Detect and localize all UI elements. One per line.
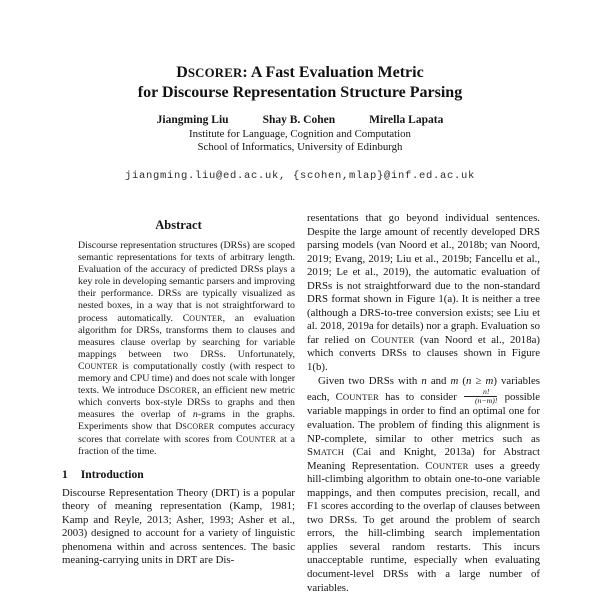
body-paragraph-1: resentations that go beyond individual sentences. Despite the large amount of recently developed DRS parsing models (van Noord et al., 2018b; van Noord, 2019; Evang, 2019; Liu et al., 2019b; Fancellu et al., 2019; Le et al., 2019), the automatic evaluation of DRSs is not straightforward due to the non-standard DRS format shown in Figure 1(a). It is neither a tree (although a DRS-to-tree conversion exists; see Liu et al. 2018, 2019a for details) nor a graph. Evaluation so far relied on COUNTER (van Noord et al., 2018a) which converts DRSs to clauses shown in Figure 1(b). <box>307 212 540 374</box>
affiliation-line-2: School of Informatics, University of Edinburgh <box>197 141 403 153</box>
email-line: jiangming.liu@ed.ac.uk, {scohen,mlap}@inf.ed.ac.uk <box>124 170 476 182</box>
introduction-paragraph: Discourse Representation Theory (DRT) is a popular theory of meaning representation (Kamp, 1981; Kamp and Reyle, 2013; Asher, 1993; Asher et al., 2003) designed to account for a variety of linguistic phenomena within and across sentences. The basic meaning-carrying units in DRT are Dis- <box>62 486 295 567</box>
title-line-1: DSCORER: A Fast Evaluation Metric <box>176 64 424 81</box>
author-name: Shay B. Cohen <box>262 114 336 126</box>
section-number: 1 <box>62 467 68 481</box>
abstract-heading: Abstract <box>155 218 202 232</box>
paper-title <box>0 63 600 102</box>
two-column-body <box>62 212 540 595</box>
author-list <box>0 114 600 126</box>
author-name: Jiangming Liu <box>156 114 229 126</box>
right-column <box>307 212 540 595</box>
paper-header <box>0 63 600 182</box>
author-name: Mirella Lapata <box>369 114 444 126</box>
title-line-2: for Discourse Representation Structure Parsing <box>137 84 463 101</box>
section-title: Introduction <box>80 467 144 481</box>
affiliation-line-1: Institute for Language, Cognition and Computation <box>189 128 411 140</box>
left-column <box>62 212 295 595</box>
section-1-heading <box>62 468 295 481</box>
affiliation <box>0 128 600 154</box>
body-paragraph-2: Given two DRSs with n and m (n ≥ m) variables each, COUNTER has to consider $\frac{n!}{(n-m)!}$ possible variable mappings in order to find an optimal one for evaluation. The problem of finding this alignment is NP-complete, similar to other metrics such as SMATCH (Cai and Knight, 2013a) for Abstract Meaning Representation. COUNTER uses a greedy hill-climbing algorithm to obtain one-to-one variable mappings, and then computes precision, recall, and F1 scores according to the overlap of clauses between two DRSs. To get around the problem of search errors, the hill-climbing search implementation applies several random restarts. This incurs unacceptable runtime, especially when evaluating document-level DRSs with a large number of variables. <box>307 374 540 594</box>
abstract-text: Discourse representation structures (DRSs) are scoped semantic representations for texts of arbitrary length. Evaluation of the accuracy of predicted DRSs plays a key role in developing semantic parsers and improving their performance. DRSs are typically visualized as nested boxes, in a way that is not straightforward to process automatically. COUNTER, an evaluation algorithm for DRSs, transforms them to clauses and measures clause overlap by searching for variable mappings between two DRSs. Unfortunately, COUNTER is computationally costly (with respect to memory and CPU time) and does not scale with longer texts. We introduce DSCORER, an efficient new metric which converts box-style DRSs to graphs and then measures the overlap of n-grams in the graphs. Experiments show that DSCORER computes accuracy scores that correlate with scores from COUNTER at a fraction of the time. <box>78 240 295 457</box>
